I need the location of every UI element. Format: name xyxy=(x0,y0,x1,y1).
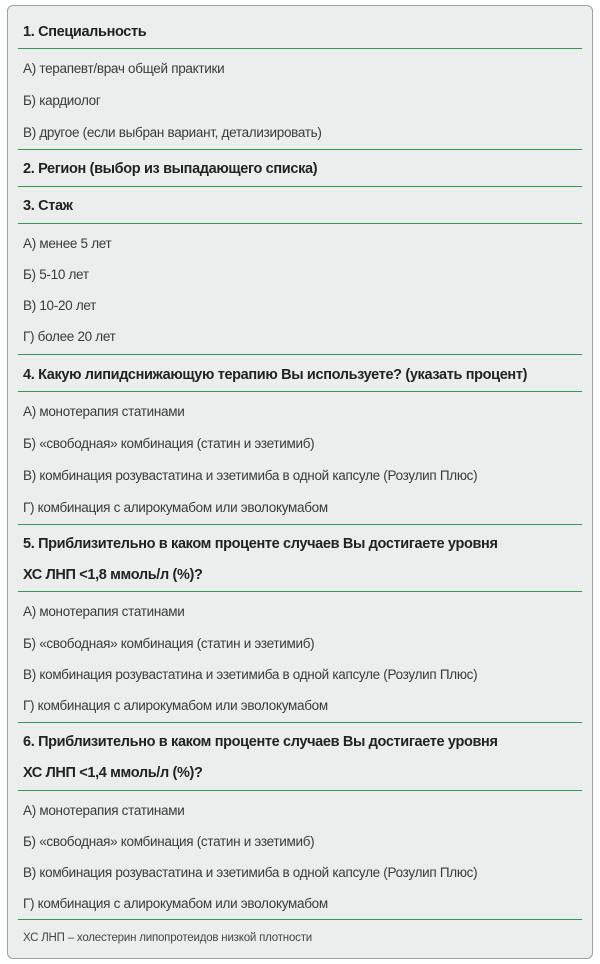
question-3-option-c: В) 10-20 лет xyxy=(23,298,97,313)
question-3-option-b: Б) 5-10 лет xyxy=(23,267,89,282)
question-6-option-a: А) монотерапия статинами xyxy=(23,803,185,818)
question-1-divider xyxy=(18,48,582,49)
question-5-title-line2: ХС ЛНП <1,8 ммоль/л (%)? xyxy=(23,567,203,583)
question-5-title-line1: 5. Приблизительно в каком проценте случаев Вы достигаете уровня xyxy=(23,536,498,552)
question-4-divider xyxy=(18,391,582,392)
question-3-title: 3. Стаж xyxy=(23,198,73,214)
question-4-option-d: Г) комбинация с алирокумабом или эволокумабом xyxy=(23,500,328,515)
question-6-title-line2: ХС ЛНП <1,4 ммоль/л (%)? xyxy=(23,765,203,781)
question-1-title: 1. Специальность xyxy=(23,24,147,40)
section-2-end-divider xyxy=(18,186,582,187)
question-4-option-a: А) монотерапия статинами xyxy=(23,404,185,419)
question-2-title: 2. Регион (выбор из выпадающего списка) xyxy=(23,161,318,177)
section-5-end-divider xyxy=(18,722,582,723)
question-6-option-c: В) комбинация розувастатина и эзетимиба в одной капсуле (Розулип Плюс) xyxy=(23,865,478,880)
question-5-option-b: Б) «свободная» комбинация (статин и эзетимиб) xyxy=(23,636,315,651)
question-4-title: 4. Какую липидснижающую терапию Вы используете? (указать процент) xyxy=(23,367,528,383)
question-6-title-line1: 6. Приблизительно в каком проценте случаев Вы достигаете уровня xyxy=(23,734,498,750)
question-1-option-a: А) терапевт/врач общей практики xyxy=(23,61,225,76)
question-4-option-c: В) комбинация розувастатина и эзетимиба в одной капсуле (Розулип Плюс) xyxy=(23,468,478,483)
question-5-option-d: Г) комбинация с алирокумабом или эволокумабом xyxy=(23,698,328,713)
section-1-end-divider xyxy=(18,149,582,150)
question-6-option-d: Г) комбинация с алирокумабом или эволокумабом xyxy=(23,896,328,911)
question-5-option-c: В) комбинация розувастатина и эзетимиба в одной капсуле (Розулип Плюс) xyxy=(23,667,478,682)
question-6-option-b: Б) «свободная» комбинация (статин и эзетимиб) xyxy=(23,834,315,849)
question-1-option-c: В) другое (если выбран вариант, детализировать) xyxy=(23,125,322,140)
question-5-divider xyxy=(18,591,582,592)
footnote: ХС ЛНП – холестерин липопротеидов низкой плотности xyxy=(23,932,312,944)
questionnaire-card xyxy=(7,5,593,959)
question-1-option-b: Б) кардиолог xyxy=(23,93,101,108)
question-3-option-a: А) менее 5 лет xyxy=(23,236,112,251)
question-5-option-a: А) монотерапия статинами xyxy=(23,604,185,619)
question-3-option-d: Г) более 20 лет xyxy=(23,329,116,344)
section-3-end-divider xyxy=(18,354,582,355)
section-6-end-divider xyxy=(18,919,582,920)
section-4-end-divider xyxy=(18,524,582,525)
question-3-divider xyxy=(18,223,582,224)
question-6-divider xyxy=(18,790,582,791)
question-4-option-b: Б) «свободная» комбинация (статин и эзетимиб) xyxy=(23,436,315,451)
